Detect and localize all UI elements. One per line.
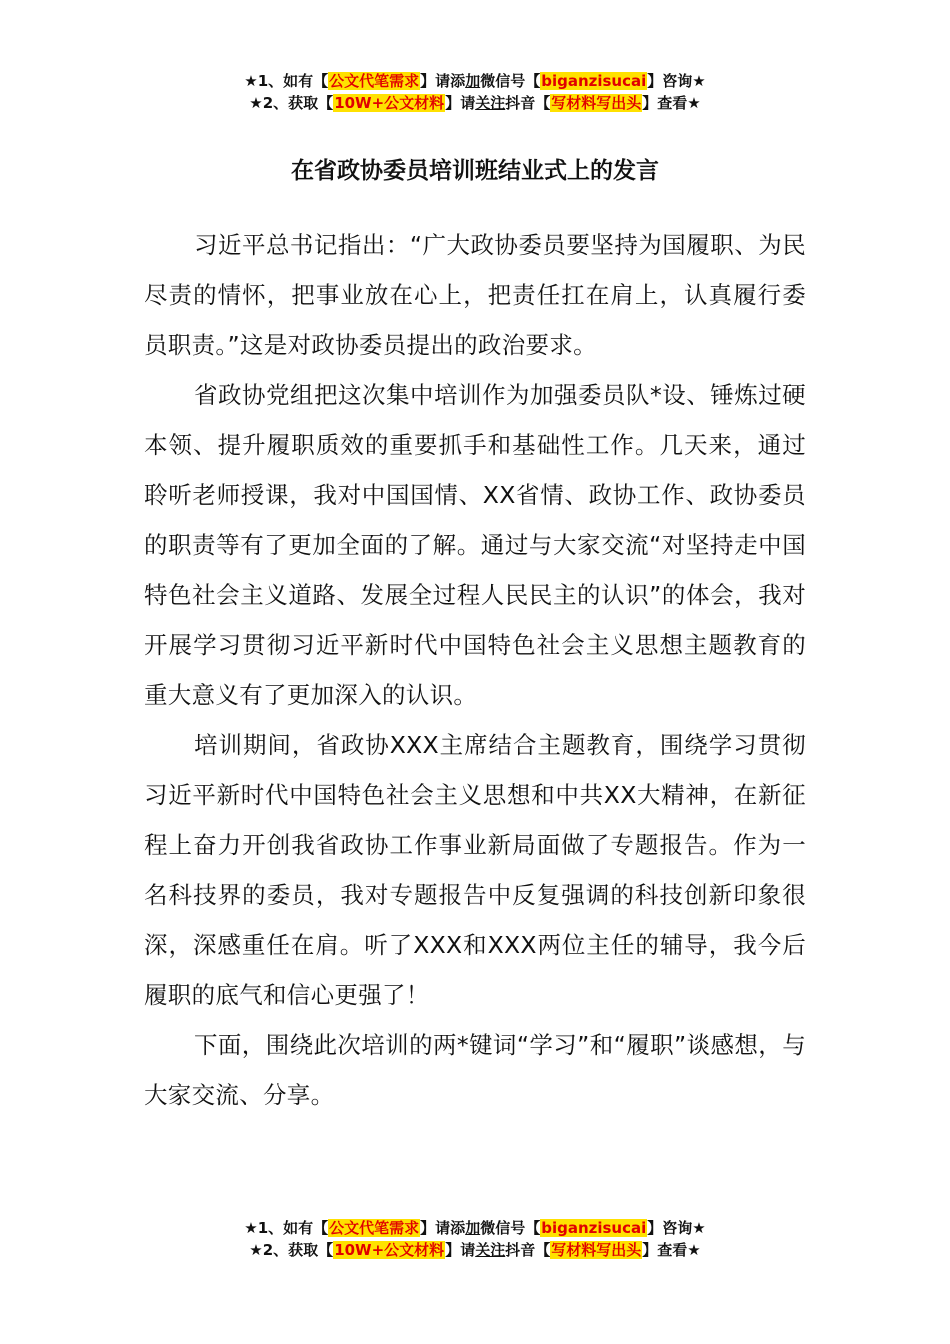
body-paragraph: 培训期间，省政协XXX主席结合主题教育，围绕学习贯彻习近平新时代中国特色社会主义思想和中共XX大精神，在新征程上奋力开创我省政协工作事业新局面做了专题报告。作为一名科技界的委员，我对专题报告中反复强调的科技创新印象很深，深感重任在肩。听了XXX和XXX两位主任的辅导，我今后履职的底气和信心更强了！ [144, 731, 806, 1009]
promo-underlined-text: 关注 [475, 1241, 506, 1259]
body-paragraph: 下面，围绕此次培训的两*键词“学习”和“履职”谈感想，与大家交流、分享。 [144, 1031, 806, 1109]
promo-text: 】查看★ [642, 94, 701, 112]
promo-text: 微信号【 [480, 72, 541, 90]
promo-highlight: 10W+公文材料 [334, 1241, 445, 1259]
promo-underlined-text: 关注 [475, 94, 506, 112]
promo-highlight: 10W+公文材料 [334, 94, 445, 112]
promo-text: ★1、如有【 [244, 72, 329, 90]
body-paragraph: 习近平总书记指出：“广大政协委员要坚持为国履职、为民尽责的情怀，把事业放在心上，把责任扛在肩上，认真履行委员职责。”这是对政协委员提出的政治要求。 [144, 231, 806, 359]
promo-highlight: 公文代笔需求 [329, 72, 420, 90]
promo-text: 】咨询★ [647, 1219, 706, 1237]
promo-text: 抖音【 [505, 1241, 551, 1259]
promo-text: 】请添 [420, 72, 466, 90]
promo-line-2 [0, 1239, 950, 1261]
promo-underlined-text: 加 [465, 72, 481, 90]
document-body [144, 220, 806, 1120]
promo-highlight-wechat-id: biganzisucai [541, 1219, 647, 1237]
promo-text: 】请 [445, 94, 476, 112]
promo-highlight-douyin-id: 写材料写出头 [551, 1241, 642, 1259]
promo-text: ★2、获取【 [249, 1241, 334, 1259]
body-paragraph: 省政协党组把这次集中培训作为加强委员队*设、锤炼过硬本领、提升履职质效的重要抓手和基础性工作。几天来，通过聆听老师授课，我对中国国情、XX省情、政协工作、政协委员的职责等有了更加全面的了解。通过与大家交流“对坚持走中国特色社会主义道路、发展全过程人民民主的认识”的体会，我对开展学习贯彻习近平新时代中国特色社会主义思想主题教育的重大意义有了更加深入的认识。 [144, 381, 806, 709]
promo-highlight: 公文代笔需求 [329, 1219, 420, 1237]
promo-line-2 [0, 92, 950, 114]
promo-line-1 [0, 1217, 950, 1239]
promo-highlight-douyin-id: 写材料写出头 [551, 94, 642, 112]
promo-highlight-wechat-id: biganzisucai [541, 72, 647, 90]
promo-text: 】查看★ [642, 1241, 701, 1259]
header-promo-banner [0, 70, 950, 114]
promo-underlined-text: 加 [465, 1219, 481, 1237]
promo-text: 微信号【 [480, 1219, 541, 1237]
document-title: 在省政协委员培训班结业式上的发言 [291, 158, 659, 184]
promo-text: 】请添 [420, 1219, 466, 1237]
promo-line-1 [0, 70, 950, 92]
promo-text: ★1、如有【 [244, 1219, 329, 1237]
promo-text: 】请 [445, 1241, 476, 1259]
promo-text: ★2、获取【 [249, 94, 334, 112]
footer-promo-banner [0, 1217, 950, 1261]
promo-text: 】咨询★ [647, 72, 706, 90]
promo-text: 抖音【 [505, 94, 551, 112]
